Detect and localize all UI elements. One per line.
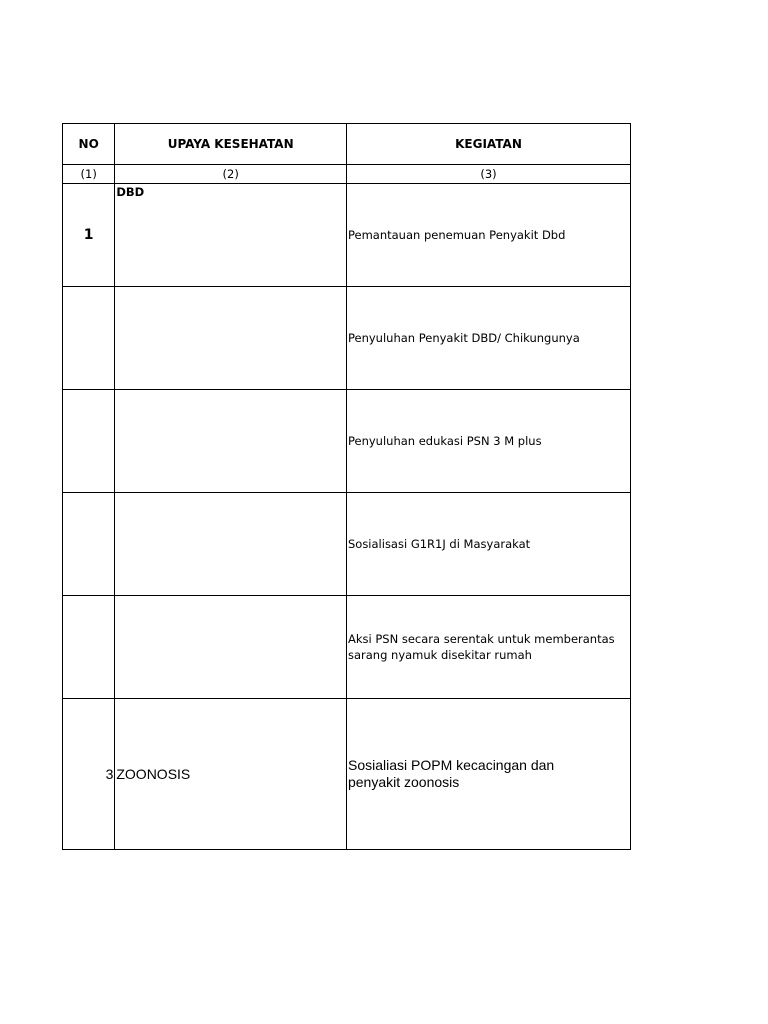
- table-row: [63, 287, 631, 390]
- kegiatan-cell: Sosialiasi POPM kecacingan dan penyakit zoonosis: [346, 699, 630, 850]
- header-kegiatan: KEGIATAN: [346, 124, 630, 165]
- row-number: 1: [63, 184, 115, 287]
- header-upaya-kesehatan: UPAYA KESEHATAN: [115, 124, 347, 165]
- upaya-cell: [115, 390, 347, 493]
- kegiatan-cell: Pemantauan penemuan Penyakit Dbd: [346, 184, 630, 287]
- table-row: [63, 184, 631, 287]
- table-row: [63, 390, 631, 493]
- table-row: [63, 699, 631, 850]
- upaya-cell: [115, 596, 347, 699]
- upaya-cell: ZOONOSIS: [115, 699, 347, 850]
- row-number: [63, 287, 115, 390]
- column-number-2: (2): [115, 165, 347, 184]
- upaya-cell: DBD: [115, 184, 347, 287]
- column-number-row: [63, 165, 631, 184]
- row-number: [63, 493, 115, 596]
- header-no: NO: [63, 124, 115, 165]
- row-number: [63, 390, 115, 493]
- kegiatan-cell: Penyuluhan Penyakit DBD/ Chikungunya: [346, 287, 630, 390]
- table-row: [63, 596, 631, 699]
- column-number-1: (1): [63, 165, 115, 184]
- row-number: 3: [63, 699, 115, 850]
- row-number: [63, 596, 115, 699]
- header-row: [63, 124, 631, 165]
- kegiatan-cell: Sosialisasi G1R1J di Masyarakat: [346, 493, 630, 596]
- table-row: [63, 493, 631, 596]
- upaya-cell: [115, 287, 347, 390]
- upaya-cell: [115, 493, 347, 596]
- column-number-3: (3): [346, 165, 630, 184]
- kegiatan-cell: Aksi PSN secara serentak untuk memberantas sarang nyamuk disekitar rumah: [346, 596, 630, 699]
- activity-table: [62, 123, 631, 850]
- kegiatan-cell: Penyuluhan edukasi PSN 3 M plus: [346, 390, 630, 493]
